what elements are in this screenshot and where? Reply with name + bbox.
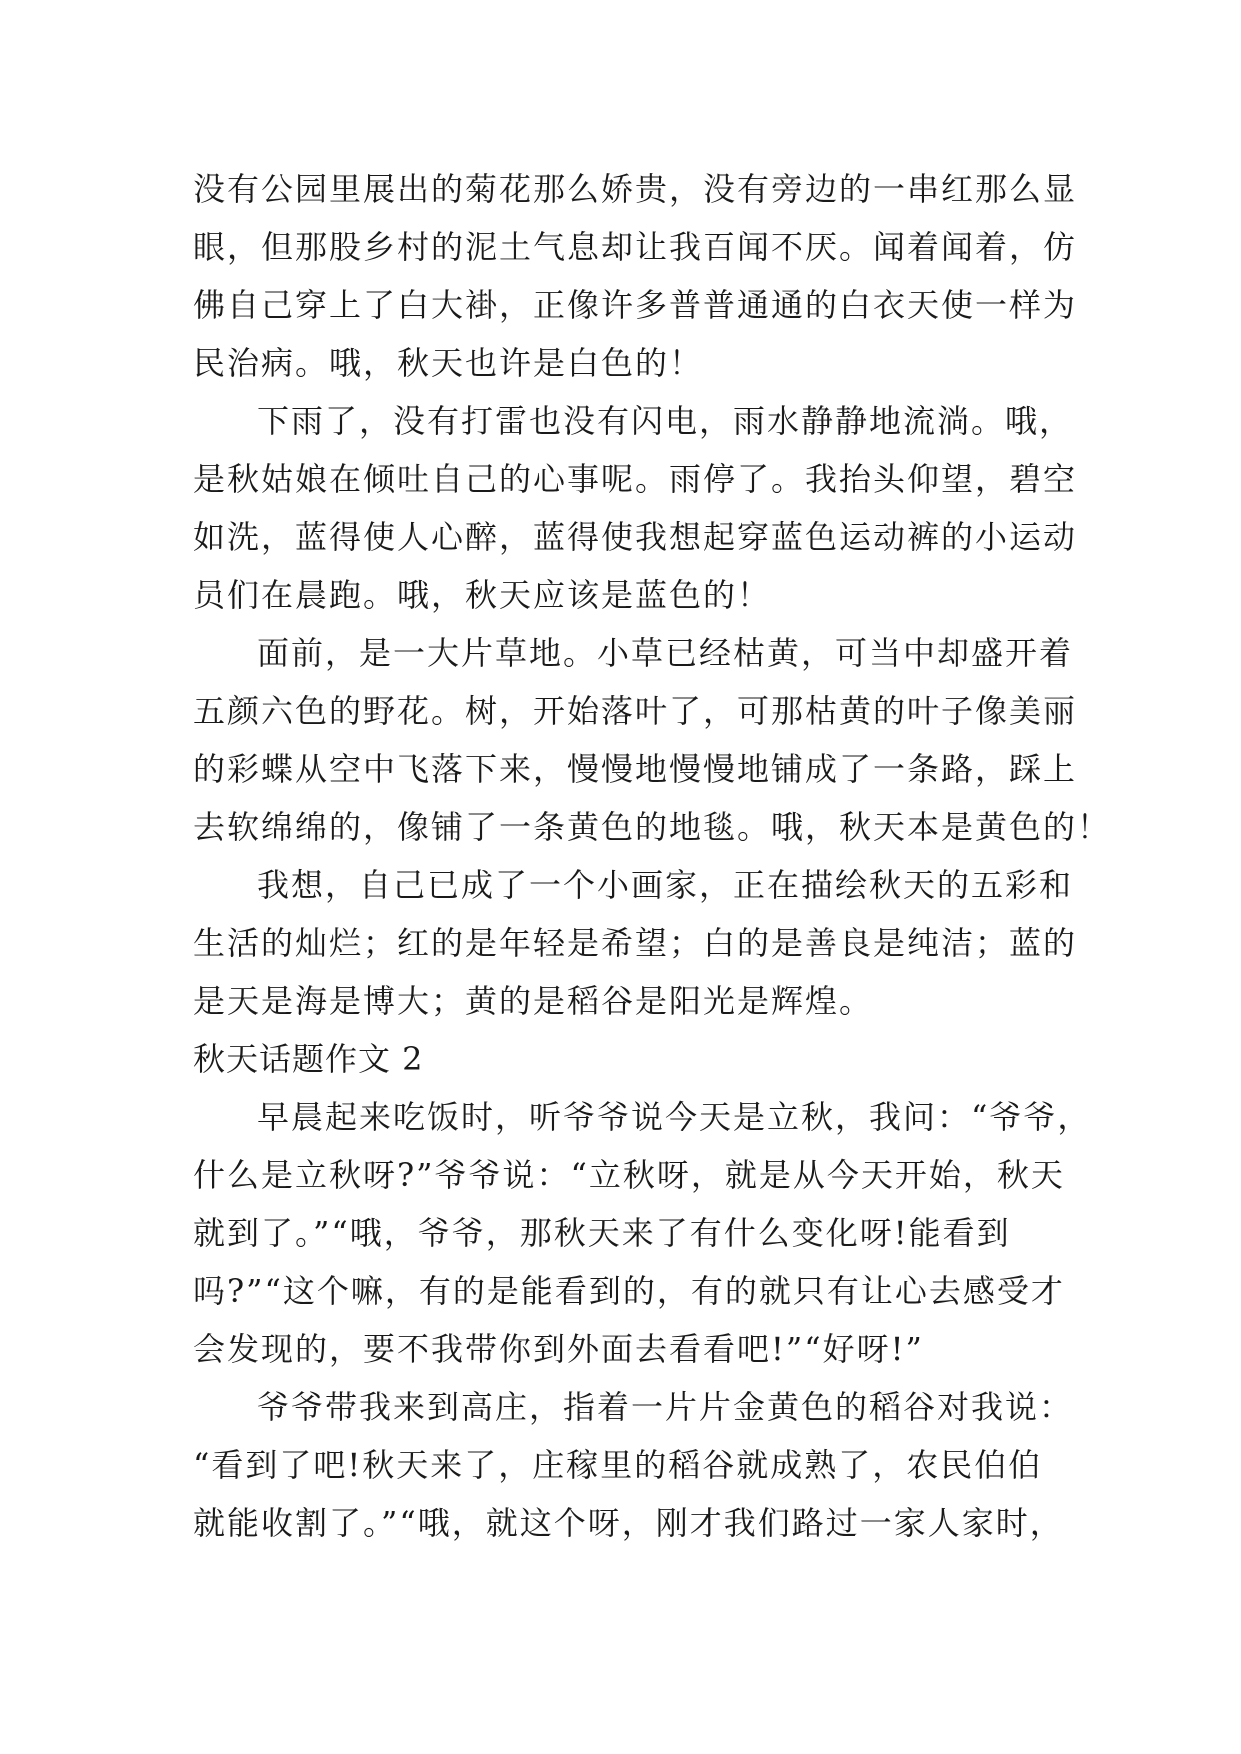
text-line: 的彩蝶从空中飞落下来，慢慢地慢慢地铺成了一条路，踩上 bbox=[193, 750, 1078, 788]
document-body bbox=[193, 160, 1112, 1552]
text-line: 爷爷带我来到高庄，指着一片片金黄色的稻谷对我说： bbox=[257, 1388, 1074, 1426]
text-line: 去软绵绵的，像铺了一条黄色的地毯。哦，秋天本是黄色的！ bbox=[193, 808, 1112, 846]
text-line: 下雨了，没有打雷也没有闪电，雨水静静地流淌。哦， bbox=[257, 402, 1074, 440]
text-line: 我想，自己已成了一个小画家，正在描绘秋天的五彩和 bbox=[257, 866, 1074, 904]
text-line: 民治病。哦，秋天也许是白色的！ bbox=[193, 344, 704, 382]
text-line: 就能收割了。”“哦，就这个呀，刚才我们路过一家人家时， bbox=[193, 1504, 1064, 1542]
text-line: 没有公园里展出的菊花那么娇贵，没有旁边的一串红那么显 bbox=[193, 170, 1078, 208]
text-line: 眼，但那股乡村的泥土气息却让我百闻不厌。闻着闻着，仿 bbox=[193, 228, 1078, 266]
text-line: “看到了吧!秋天来了，庄稼里的稻谷就成熟了，农民伯伯 bbox=[193, 1446, 1043, 1484]
text-line: 五颜六色的野花。树，开始落叶了，可那枯黄的叶子像美丽 bbox=[193, 692, 1078, 730]
text-line: 员们在晨跑。哦，秋天应该是蓝色的！ bbox=[193, 576, 772, 614]
text-line: 如洗，蓝得使人心醉，蓝得使我想起穿蓝色运动裤的小运动 bbox=[193, 518, 1078, 556]
text-line: 是秋姑娘在倾吐自己的心事呢。雨停了。我抬头仰望，碧空 bbox=[193, 460, 1078, 498]
text-line: 面前，是一大片草地。小草已经枯黄，可当中却盛开着 bbox=[257, 634, 1074, 672]
section-heading: 秋天话题作文 2 bbox=[193, 1040, 424, 1078]
text-line: 就到了。”“哦，爷爷，那秋天来了有什么变化呀!能看到 bbox=[193, 1214, 1011, 1252]
text-line: 早晨起来吃饭时，听爷爷说今天是立秋，我问：“爷爷， bbox=[257, 1098, 1092, 1136]
text-line: 会发现的，要不我带你到外面去看看吧!”“好呀!” bbox=[193, 1330, 924, 1368]
text-line: 是天是海是博大；黄的是稻谷是阳光是辉煌。 bbox=[193, 982, 874, 1020]
text-line: 生活的灿烂；红的是年轻是希望；白的是善良是纯洁；蓝的 bbox=[193, 924, 1078, 962]
text-line: 佛自己穿上了白大褂，正像许多普普通通的白衣天使一样为 bbox=[193, 286, 1078, 324]
text-line: 什么是立秋呀?”爷爷说：“立秋呀，就是从今天开始，秋天 bbox=[193, 1156, 1065, 1194]
text-line: 吗?”“这个嘛，有的是能看到的，有的就只有让心去感受才 bbox=[193, 1272, 1065, 1310]
